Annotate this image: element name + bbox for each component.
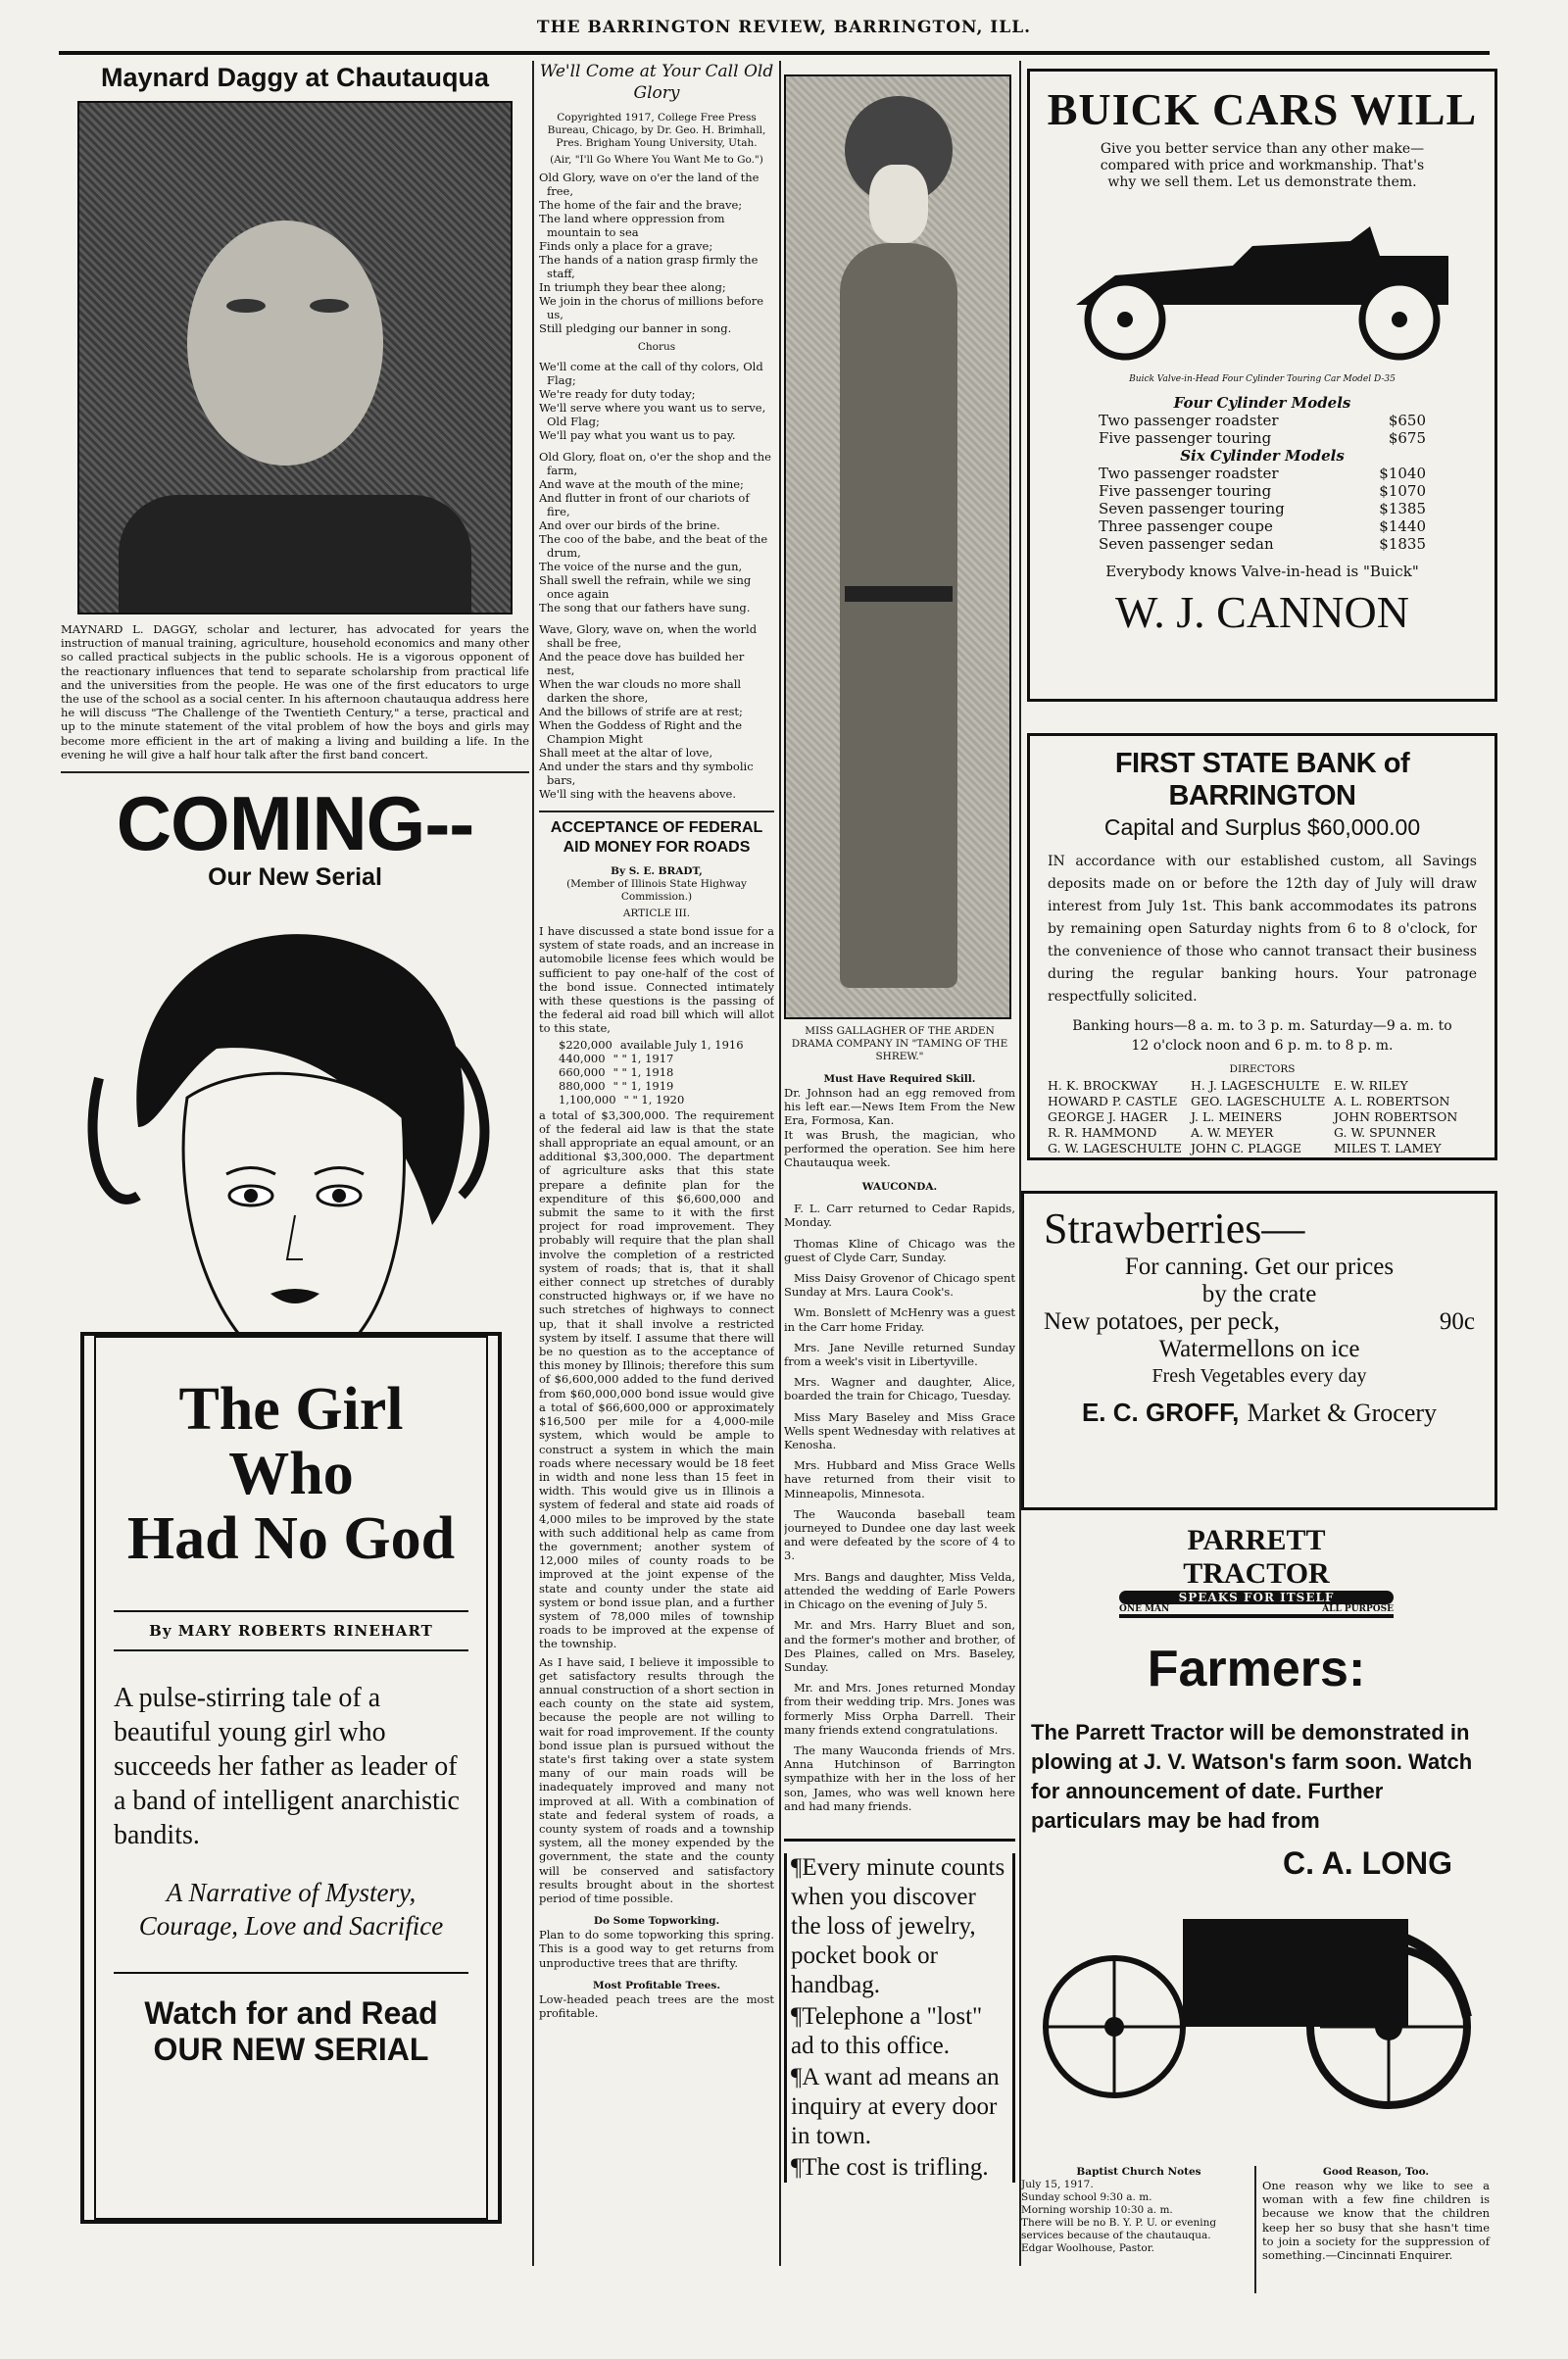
director-name: A. W. MEYER	[1191, 1125, 1274, 1140]
skill-title: Must Have Required Skill.	[823, 1073, 976, 1085]
poem-line: When the war clouds no more shall darken the shore,	[539, 677, 742, 705]
six-title: Six Cylinder Models	[1180, 447, 1345, 465]
poem-line: We'll pay what you want us to pay.	[539, 428, 736, 442]
straw-l1: For canning. Get our prices	[1124, 1253, 1395, 1280]
poem-line: Old Glory, wave on o'er the land of the free,	[539, 171, 760, 198]
wauconda-item: F. L. Carr returned to Cedar Rapids, Monday.	[784, 1202, 1015, 1230]
column-rule	[1254, 2166, 1256, 2293]
straw-l3-price: 90c	[1439, 1308, 1475, 1335]
good-reason	[1262, 2166, 1490, 2303]
column-rule	[779, 61, 781, 2266]
poem-verse-2	[539, 450, 774, 614]
price-row	[1099, 535, 1426, 553]
serial-sub: Our New Serial	[208, 863, 382, 892]
baptist-line: There will be no B. Y. P. U. or evening services because of the chautauqua.	[1021, 2217, 1217, 2241]
poem-line: When the Goddess of Right and the Champion Might	[539, 718, 743, 746]
roads-table-cell: 660,000	[559, 1064, 606, 1079]
price-row	[1099, 500, 1426, 517]
wauconda-item: Mr. and Mrs. Harry Bluet and son, and the former's mother and brother, of Des Plaines, called on Mrs. Baseley, Sunday.	[784, 1618, 1015, 1674]
wauconda-item: The many Wauconda friends of Mrs. Anna Hutchinson of Barrington sympathize with her in the loss of her son, James, who was well known here and had many friends.	[784, 1743, 1015, 1813]
baptist-line: July 15, 1917.	[1021, 2179, 1094, 2190]
buick-dealer: W. J. CANNON	[1115, 587, 1409, 637]
poem-line: And flutter in front of our chariots of fire,	[539, 491, 750, 518]
serial-blurb: A pulse-stirring tale of a beautiful young girl who succeeds her father as leader of a band of intelligent anarchistic bandits.	[114, 1683, 460, 1851]
wauconda-item: Mrs. Jane Neville returned Sunday from a week's visit in Libertyville.	[784, 1340, 1015, 1369]
roads-table-row	[559, 1065, 774, 1079]
model-name: Five passenger touring	[1099, 482, 1272, 500]
wauconda-item: Miss Daisy Grovenor of Chicago spent Sunday at Mrs. Laura Cook's.	[784, 1271, 1015, 1300]
poem-verse-1	[539, 171, 774, 335]
price-row	[1099, 412, 1426, 429]
buick-ad	[1027, 69, 1497, 702]
model-price: $1835	[1379, 535, 1426, 553]
poem-title: We'll Come at Your Call Old Glory	[539, 62, 774, 103]
baptist-line: Sunday school 9:30 a. m.	[1021, 2191, 1152, 2203]
director-name: J. L. MEINERS	[1191, 1109, 1283, 1124]
six-cylinder-list	[1099, 465, 1426, 553]
buick-car-illustration	[1056, 197, 1468, 373]
serial-title-1: The Girl Who	[178, 1376, 404, 1508]
bank-text: IN accordance with our established custom, all Savings deposits made on or before the 12th day of July will draw interest from July 1st. This bank accommodates its patrons by remaining open Saturday nights from 6 to 8 o'clock, for the convenience of those who cannot transact their business during the regular banking hours. Your patronage respectfully solicited.	[1048, 854, 1477, 1005]
baptist-line: Morning worship 10:30 a. m.	[1021, 2204, 1173, 2216]
serial-box	[80, 1332, 502, 2224]
poem-verse-3	[539, 622, 774, 801]
roads-p1: I have discussed a state bond issue for a system of state roads, and an increase in automobile license fees which would be sufficient to pay one-half of the cost of the bond issue. Connected intimately with these questions is the passing of the federal aid road bill which will allot to this state,	[539, 924, 774, 1036]
model-price: $675	[1388, 429, 1426, 447]
roads-member: (Member of Illinois State Highway Commission.)	[566, 878, 747, 903]
peach-title: Most Profitable Trees.	[593, 1979, 720, 1991]
poem-line: We join in the chorus of millions before us,	[539, 294, 764, 321]
skill-text: Dr. Johnson had an egg removed from his left ear.—News Item From the New Era, Formosa, Kan.	[784, 1086, 1015, 1128]
poem-line: And the billows of strife are at rest;	[539, 705, 743, 718]
bank-ad	[1027, 733, 1497, 1160]
wauconda-item: Thomas Kline of Chicago was the guest of Clyde Carr, Sunday.	[784, 1236, 1015, 1264]
poem-chorus	[539, 360, 774, 442]
parrett-text: The Parrett Tractor will be demonstrated in plowing at J. V. Watson's farm soon. Watch for announcement of date. Further particulars may be had from	[1031, 1720, 1473, 1833]
price-row	[1099, 429, 1426, 447]
parrett-dealer: C. A. LONG	[1282, 1845, 1452, 1881]
buick-sub: Give you better service than any other make—compared with price and workmanship. That's why we sell them. Let us demonstrate them.	[1100, 141, 1425, 190]
director-name: H. K. BROCKWAY	[1048, 1078, 1158, 1093]
poem-line: And under the stars and thy symbolic bars,	[539, 760, 754, 787]
poem-line: The hands of a nation grasp firmly the staff,	[539, 253, 759, 280]
director-name: G. W. SPUNNER	[1334, 1125, 1436, 1140]
bank-title: FIRST STATE BANK of BARRINGTON	[1114, 748, 1410, 811]
serial-tagline: A Narrative of Mystery, Courage, Love and Sacrifice	[138, 1878, 444, 1941]
parrett-slogan: SPEAKS FOR ITSELF	[1119, 1591, 1394, 1604]
top-rule	[59, 51, 1490, 55]
topworking-title: Do Some Topworking.	[593, 1915, 720, 1928]
straw-l5: Fresh Vegetables every day	[1152, 1365, 1367, 1387]
roads-table-cell: 440,000	[559, 1051, 606, 1065]
roads-table-cell: 880,000	[559, 1078, 606, 1093]
poem-line: The voice of the nurse and the gun,	[539, 560, 743, 573]
parrett-logo-text: PARRETT TRACTOR	[1183, 1524, 1330, 1590]
wauconda-title: WAUCONDA.	[861, 1181, 938, 1194]
model-name: Three passenger coupe	[1099, 517, 1273, 535]
poem-line: The home of the fair and the brave;	[539, 198, 743, 212]
peach-text: Low-headed peach trees are the most profitable.	[539, 1991, 774, 2021]
poem-line: Shall meet at the altar of love,	[539, 746, 713, 760]
four-cylinder-list	[1099, 412, 1426, 447]
poem-line: The coo of the babe, and the beat of the drum,	[539, 532, 768, 560]
one-man: ONE MAN	[1119, 1604, 1170, 1614]
roads-byline: By S. E. BRADT,	[611, 865, 703, 877]
poem-line: And over our birds of the brine.	[539, 518, 720, 532]
poem-line: Wave, Glory, wave on, when the world shall be free,	[539, 622, 758, 650]
directors-list	[1048, 1078, 1477, 1156]
roads-p2: a total of $3,300,000. The requirement of the federal aid law is that the state shall appropriate an equal amount, or an additional $3,300,000. The department of agriculture asks that this state prepare a definite plan for the expenditure of this $6,600,000 and submit the same to it with the first project for road improvement. They probably will require that the plan shall involve the completion of a restricted system of roads; that is, that it shall either connect up stretches of durably constructed highways or, if we have no such stretches of highways to connect up, that it shall involve a restricted system by itself. I assume that there will be no question as to the acceptance of this money by Illinois; therefore this sum of $6,600,000 added to the fund derived from $60,000,000 bond issue would give a total of $66,600,000 or approximately $16,500 per mile for a 4,000-mile system, which would be ample to construct a system in which the main roads where necessary would be 18 feet in width and none less than 15 feet in width. This would give us in Illinois a system of federal and state aid roads of 4,000 miles to be improved by the state with such additional help as came from the government; another system of 12,000 miles of county roads to be improved at the joint expense of the state and county under the state aid system or bond issue plan, and a further system of 78,000 miles of township roads to be improved at the expense of the township.	[539, 1107, 774, 1651]
bank-hours: Banking hours—8 a. m. to 3 p. m. Saturday—9 a. m. to 12 o'clock noon and 6 p. m. to 8 p. m.	[1072, 1018, 1452, 1054]
poem-line: Still pledging our banner in song.	[539, 321, 732, 335]
daggy-title: Maynard Daggy at Chautauqua	[100, 63, 490, 92]
column-2	[539, 61, 774, 2276]
model-price: $1070	[1379, 482, 1426, 500]
director-name: H. J. LAGESCHULTE	[1191, 1078, 1320, 1093]
skill-text-2: It was Brush, the magician, who performed the operation. See him here Chautauqua week.	[784, 1127, 1015, 1170]
buick-car-caption: Buick Valve-in-Head Four Cylinder Touring Car Model D-35	[1129, 374, 1396, 384]
model-name: Five passenger touring	[1099, 429, 1272, 447]
poem-line: We'll sing with the heavens above.	[539, 787, 736, 801]
price-row	[1099, 482, 1426, 500]
roads-table-cell: available July 1, 1916	[619, 1037, 744, 1052]
model-price: $1440	[1379, 517, 1426, 535]
gallagher-photo	[784, 74, 1011, 1019]
poem-copyright: Copyrighted 1917, College Free Press Bureau, Chicago, by Dr. Geo. H. Brimhall, Pres. Brigham Young University, Utah.	[547, 112, 766, 149]
serial-cta-2: OUR NEW SERIAL	[153, 2032, 429, 2068]
strawberries-ad	[1021, 1191, 1497, 1510]
buick-foot: Everybody knows Valve-in-head is "Buick"	[1105, 563, 1419, 580]
roads-table-cell: $220,000	[559, 1037, 612, 1052]
baptist-lines	[1021, 2179, 1256, 2255]
roads-table-row	[559, 1052, 774, 1065]
column-rule	[532, 61, 534, 2266]
column-3	[784, 61, 1015, 2276]
daggy-portrait	[77, 101, 513, 614]
wauconda-item: Mr. and Mrs. Jones returned Monday from their wedding trip. Mrs. Jones was formerly Miss Orpha Darrell. Their many friends extend congratulations.	[784, 1681, 1015, 1737]
topworking-text: Plan to do some topworking this spring. This is a good way to get returns from unproductive trees that are thrifty.	[539, 1928, 774, 1970]
poem-line: Old Glory, float on, o'er the shop and the farm,	[539, 450, 771, 477]
lost-ad-item: ¶The cost is trifling.	[791, 2153, 989, 2181]
baptist-notes	[1021, 2166, 1256, 2303]
lost-ad-item: ¶Telephone a "lost" ad to this office.	[791, 2002, 983, 2059]
poem-line: Finds only a place for a grave;	[539, 239, 713, 253]
wauconda-item: Mrs. Bangs and daughter, Miss Velda, attended the wedding of Earle Powers in Chicago on the evening of July 5.	[784, 1569, 1015, 1612]
wauconda-item: Mrs. Wagner and daughter, Alice, boarded the train for Chicago, Tuesday.	[784, 1375, 1015, 1403]
director-name: GEO. LAGESCHULTE	[1191, 1094, 1326, 1108]
roads-table-cell: " " 1, 1918	[612, 1064, 674, 1079]
farmers-heading: Farmers:	[1147, 1641, 1366, 1697]
roads-table-cell: 1,100,000	[559, 1092, 616, 1106]
poem-line: And wave at the mouth of the mine;	[539, 477, 744, 491]
roads-title: ACCEPTANCE OF FEDERAL AID MONEY FOR ROADS	[550, 819, 763, 856]
column-1	[61, 61, 529, 2315]
model-name: Seven passenger sedan	[1099, 535, 1274, 553]
director-name: HOWARD P. CASTLE	[1048, 1094, 1178, 1108]
director-name: R. R. HAMMOND	[1048, 1125, 1157, 1140]
roads-table-row	[559, 1093, 774, 1106]
buick-title: BUICK CARS WILL	[1047, 84, 1478, 134]
parrett-logo	[1119, 1524, 1394, 1618]
serial-title-2: Had No God	[126, 1505, 456, 1573]
straw-store-line	[1024, 1398, 1494, 1428]
poem-line: We'll come at the call of thy colors, Old Flag;	[539, 360, 763, 387]
wauconda-list	[784, 1202, 1015, 1813]
masthead: THE BARRINGTON REVIEW, BARRINGTON, ILL.	[536, 18, 1032, 37]
four-title: Four Cylinder Models	[1173, 394, 1351, 412]
straw-l2: by the crate	[1201, 1281, 1317, 1307]
bank-capital: Capital and Surplus $60,000.00	[1103, 814, 1421, 840]
poem-air: (Air, "I'll Go Where You Want Me to Go.")	[550, 154, 763, 166]
poem-line: We'll serve where you want us to serve, Old Flag;	[539, 401, 766, 428]
poem-line: In triumph they bear thee along;	[539, 280, 726, 294]
price-row	[1099, 465, 1426, 482]
director-name: MILES T. LAMEY	[1334, 1141, 1442, 1155]
straw-store: E. C. GROFF,	[1081, 1398, 1240, 1427]
model-name: Two passenger roadster	[1099, 465, 1279, 482]
chorus-label: Chorus	[637, 341, 676, 353]
wauconda-item: The Wauconda baseball team journeyed to Dundee one day last week and were defeated by the score of 4 to 3.	[784, 1506, 1015, 1563]
gallagher-caption: MISS GALLAGHER OF THE ARDEN DRAMA COMPANY IN "TAMING OF THE SHREW."	[791, 1025, 1008, 1062]
poem-line: We're ready for duty today;	[539, 387, 696, 401]
director-name: GEORGE J. HAGER	[1048, 1109, 1168, 1124]
wauconda-item: Wm. Bonslett of McHenry was a guest in the Carr home Friday.	[784, 1305, 1015, 1334]
all-purpose: ALL PURPOSE	[1322, 1604, 1394, 1614]
model-price: $650	[1388, 412, 1426, 429]
roads-table	[559, 1038, 774, 1106]
director-name: JOHN ROBERTSON	[1334, 1109, 1458, 1124]
price-row	[1099, 517, 1426, 535]
poem-line: The song that our fathers have sung.	[539, 601, 751, 614]
director-name: JOHN C. PLAGGE	[1191, 1141, 1301, 1155]
poem-line: Shall swell the refrain, while we sing once again	[539, 573, 752, 601]
serial-ad	[61, 780, 529, 2234]
wauconda-item: Mrs. Hubbard and Miss Grace Wells have returned from their visit to Minneapolis, Minnesota.	[784, 1458, 1015, 1500]
model-price: $1385	[1379, 500, 1426, 517]
model-name: Seven passenger touring	[1099, 500, 1285, 517]
reason-text: One reason why we like to see a woman with a few fine children is because we know that the children keep her so busy that she hasn't time to join a society for the suppression of something.—Cincinnati Enquirer.	[1262, 2179, 1490, 2263]
baptist-title: Baptist Church Notes	[1076, 2166, 1201, 2178]
roads-table-cell: " " 1, 1920	[623, 1092, 685, 1106]
tractor-illustration	[1026, 1890, 1487, 2115]
roads-table-cell: " " 1, 1919	[612, 1078, 674, 1093]
directors-label: DIRECTORS	[1229, 1063, 1296, 1075]
lost-ad-item: ¶A want ad means an inquiry at every door in town.	[791, 2063, 1000, 2149]
director-name: A. L. ROBERTSON	[1334, 1094, 1450, 1108]
director-name: G. W. LAGESCHULTE	[1048, 1141, 1182, 1155]
daggy-text: MAYNARD L. DAGGY, scholar and lecturer, has advocated for years the instruction of manual training, agriculture, household economics and many other so called practical subjects in the public schools. He is a vigorous opponent of the reactionary influences that tend to separate scholarship from practical life and the universities from the people. He was one of the first educators to urge the use of the school as a social center. In his afternoon chautauqua address here he will discuss "The Challenge of the Twentieth Century," a terse, practical and up to the minute statement of the vital problem of how the boys and girls may become more efficient in the art of making a living and building a life. In the evening he will give a half hour talk after the first band concert.	[61, 622, 529, 762]
reason-title: Good Reason, Too.	[1322, 2166, 1430, 2178]
straw-title: Strawberries—	[1044, 1204, 1305, 1253]
model-name: Two passenger roadster	[1099, 412, 1279, 429]
model-price: $1040	[1379, 465, 1426, 482]
serial-author: By MARY ROBERTS RINEHART	[149, 1622, 433, 1641]
poem-line: The land where oppression from mountain to sea	[539, 212, 725, 239]
roads-table-cell: " " 1, 1917	[612, 1051, 674, 1065]
roads-article: ARTICLE III.	[622, 908, 691, 919]
lost-ad	[784, 1853, 1015, 2183]
roads-table-row	[559, 1038, 774, 1052]
lost-ad-item: ¶Every minute counts when you discover the loss of jewelry, pocket book or handbag.	[791, 1853, 1005, 1998]
roads-p3: As I have said, I believe it impossible to get satisfactory results through the annual construction of a short section in each county on the state aid system, because the people are not willing to wait for road improvement. If the county bond issue plan is pursued without the state's first taking over a state system many of our main roads will be inadequately improved and many not improved at all. With a combination of state and federal system of roads, a county system of roads and a township system, all the money expended by the government, the state and the county will be conserved and satisfactory results brought about in the shortest period of time possible.	[539, 1654, 774, 1905]
wauconda-item: Miss Mary Baseley and Miss Grace Wells spent Wednesday with relatives at Kenosha.	[784, 1409, 1015, 1452]
baptist-line: Edgar Woolhouse, Pastor.	[1021, 2242, 1154, 2254]
straw-store-2: Market & Grocery	[1247, 1399, 1438, 1427]
roads-table-row	[559, 1079, 774, 1093]
poem-line: And the peace dove has builded her nest,	[539, 650, 745, 677]
straw-l3: New potatoes, per peck,	[1044, 1308, 1280, 1335]
serial-cta-1: Watch for and Read	[144, 1995, 438, 2032]
director-name: E. W. RILEY	[1334, 1078, 1408, 1093]
coming-heading: COMING--	[116, 780, 474, 867]
straw-l4: Watermellons on ice	[1158, 1336, 1360, 1362]
